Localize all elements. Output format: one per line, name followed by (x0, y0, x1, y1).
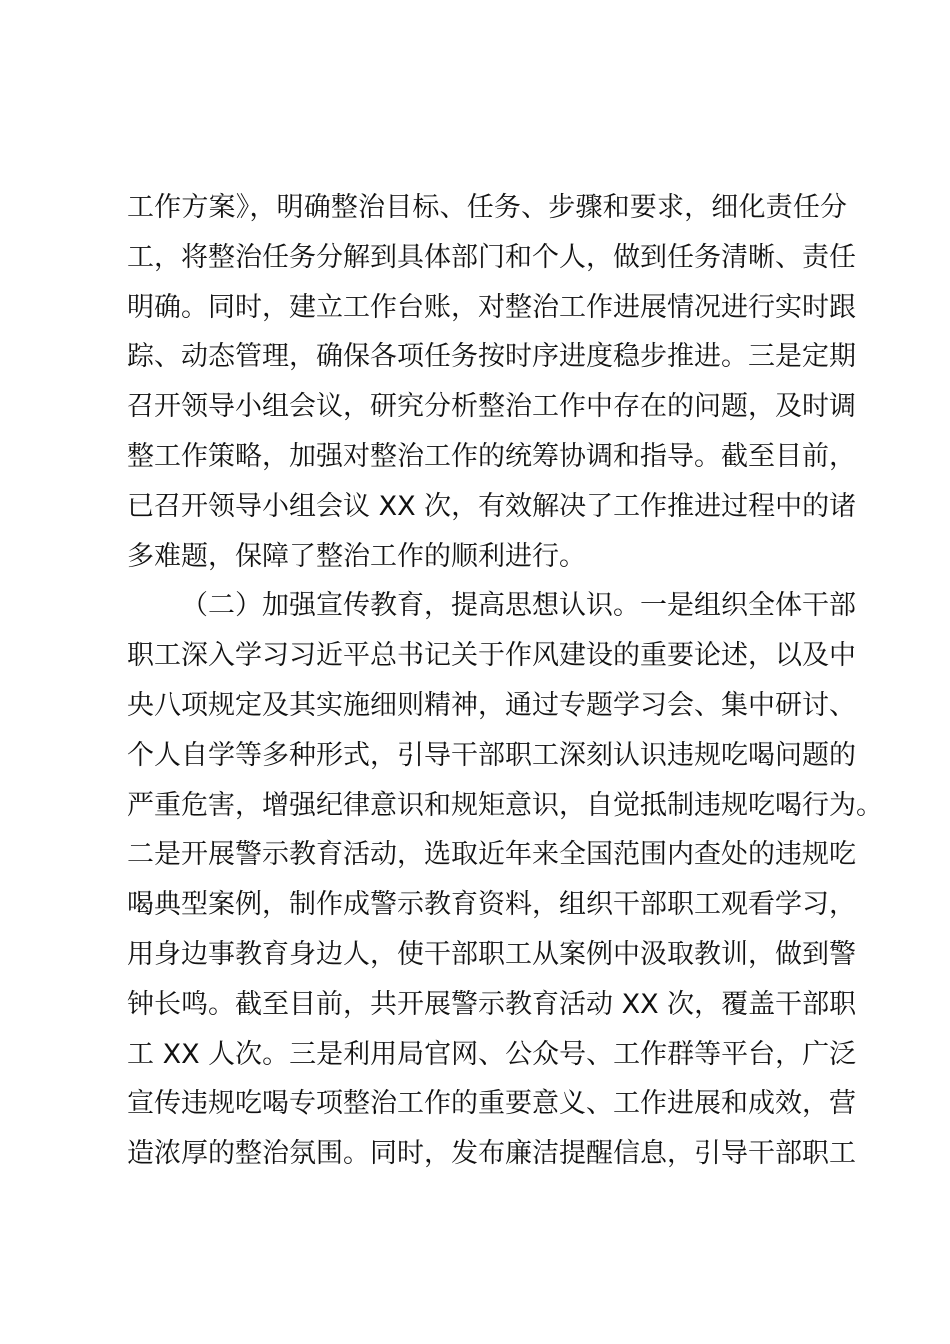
text-line: 严重危害，增强纪律意识和规矩意识，自觉抵制违规吃喝行为。 (127, 789, 883, 821)
text-line: 个人自学等多种形式，引导干部职工深刻认识违规吃喝问题的 (127, 739, 856, 771)
text-line: 多难题，保障了整治工作的顺利进行。 (127, 540, 586, 572)
text-line: 央八项规定及其实施细则精神，通过专题学习会、集中研讨、 (127, 689, 856, 721)
text-line: 已召开领导小组会议 XX 次，有效解决了工作推进过程中的诸 (127, 490, 857, 522)
text-line: 整工作策略，加强对整治工作的统筹协调和指导。截至目前， (127, 440, 856, 472)
text-line: 工作方案》，明确整治目标、任务、步骤和要求，细化责任分 (127, 192, 847, 223)
text-line: 用身边事教育身边人，使干部职工从案例中汲取教训，做到警 (127, 938, 856, 970)
section-heading-line: （二）加强宣传教育，提高思想认识。一是组织全体干部 (181, 590, 856, 622)
text-line: 喝典型案例，制作成警示教育资料，组织干部职工观看学习， (127, 889, 856, 921)
text-line: 召开领导小组会议，研究分析整治工作中存在的问题，及时调 (127, 391, 856, 423)
text-line: 职工深入学习习近平总书记关于作风建设的重要论述，以及中 (127, 640, 856, 672)
text-line: 明确。同时，建立工作台账，对整治工作进展情况进行实时跟 (127, 291, 856, 323)
text-line: 二是开展警示教育活动，选取近年来全国范围内查处的违规吃 (127, 839, 856, 871)
body-text (127, 183, 883, 1179)
text-line: 宣传违规吃喝专项整治工作的重要意义、工作进展和成效，营 (127, 1088, 856, 1120)
text-line: 工，将整治任务分解到具体部门和个人，做到任务清晰、责任 (127, 241, 856, 273)
text-line: 踪、动态管理，确保各项任务按时序进度稳步推进。三是定期 (127, 341, 856, 373)
text-line: 造浓厚的整治氛围。同时，发布廉洁提醒信息，引导干部职工 (127, 1138, 856, 1170)
text-line: 钟长鸣。截至目前，共开展警示教育活动 XX 次，覆盖干部职 (127, 988, 857, 1020)
text-line: 工 XX 人次。三是利用局官网、公众号、工作群等平台，广泛 (127, 1038, 857, 1070)
